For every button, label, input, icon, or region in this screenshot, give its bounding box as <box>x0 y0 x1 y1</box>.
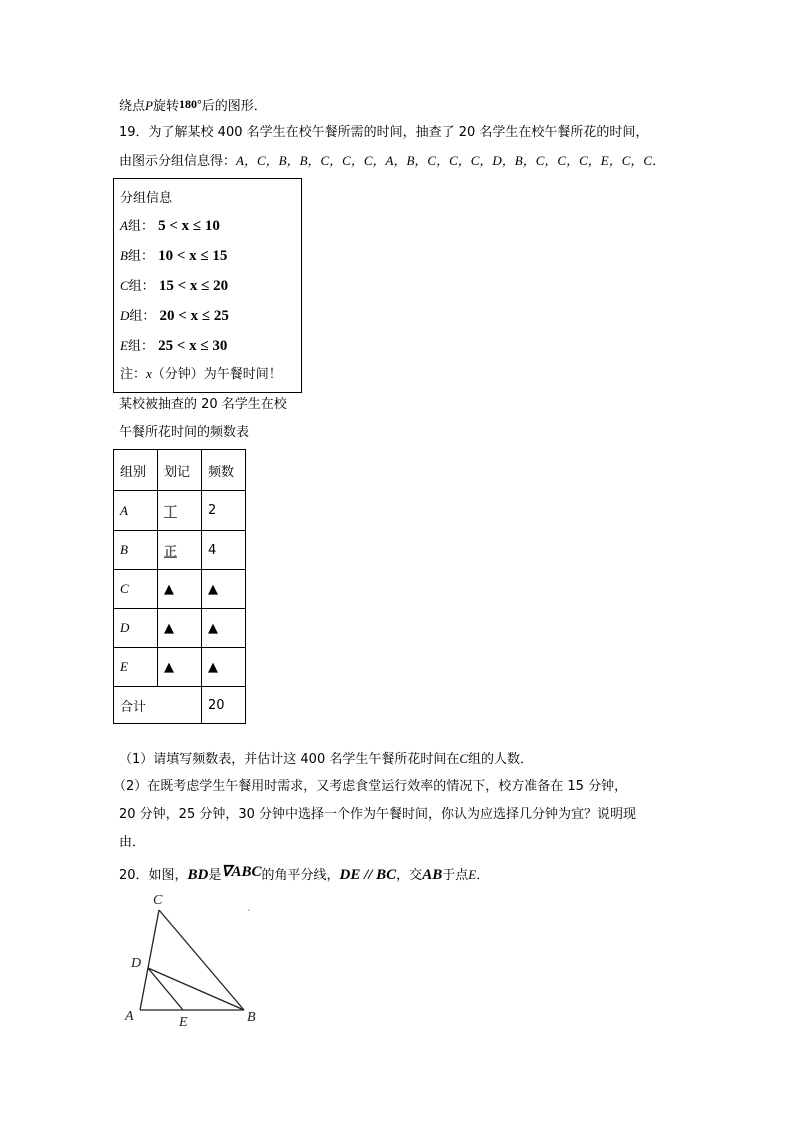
table-caption-1: 某校被抽查的 20 名学生在校 <box>119 397 287 412</box>
data-sequence: A，C，B，B，C，C，C，A，B，C，C，C，D，B，C，C，C，E，C，C． <box>236 153 666 168</box>
group-letter: B <box>120 248 128 263</box>
freq-cell: ▲ <box>202 609 246 648</box>
text: （1）请填写频数表，并估计这 400 名学生午餐所花时间在 <box>119 752 460 767</box>
text: 由图示分组信息得： <box>119 154 237 169</box>
side-ca <box>140 910 159 1010</box>
text: 是 <box>208 868 222 883</box>
freq-cell: 4 <box>202 531 246 570</box>
range: 5 < x ≤ 10 <box>158 218 220 234</box>
part2-line2: 20 分钟，25 分钟，30 分钟中选择一个作为午餐时间，你认为应选择几分钟为宜？说明现 <box>119 807 637 822</box>
group-cell: B <box>114 531 158 570</box>
var: E <box>468 867 477 882</box>
group-letter: E <box>120 338 128 353</box>
label-b: B <box>247 1010 256 1025</box>
group-letter: C <box>120 278 129 293</box>
math: ∇ABC <box>221 864 262 880</box>
text: 旋转 <box>152 99 179 114</box>
header-cell: 划记 <box>158 450 202 491</box>
q19-line1: 19．为了解某校 400 名学生在校午餐所需的时间，抽查了 20 名学生在校午餐所花的时间， <box>119 125 649 140</box>
label-d: D <box>131 956 142 971</box>
stray-dot <box>248 909 250 911</box>
label-a: A <box>125 1009 134 1024</box>
segment-bd <box>148 968 244 1010</box>
part2-line1: （2）在既考虑学生午餐用时需求，又考虑食堂运行效率的情况下，校方准备在 15 分钟， <box>113 779 628 794</box>
part2-line3: 由． <box>119 835 146 850</box>
segment-de <box>148 968 183 1010</box>
tally-cell: 丅 <box>158 491 202 531</box>
group-letter: A <box>120 218 128 233</box>
group-letter: D <box>120 308 130 323</box>
range: 25 < x ≤ 30 <box>158 338 228 354</box>
total-value: 20 <box>202 687 246 724</box>
text: 绕点 <box>119 99 146 114</box>
text: ． <box>476 868 490 883</box>
range: 20 < x ≤ 25 <box>159 308 229 324</box>
tally-cell: ▲ <box>158 609 202 648</box>
group-cell: D <box>114 609 158 648</box>
var: x <box>146 366 152 381</box>
side-cb <box>159 910 244 1010</box>
range: 15 < x ≤ 20 <box>158 278 229 294</box>
text: 20．如图， <box>119 868 188 883</box>
header-cell: 组别 <box>114 450 158 491</box>
total-label: 合计 <box>114 687 202 724</box>
freq-cell: ▲ <box>202 570 246 609</box>
angle: 180° <box>178 97 202 111</box>
label-c: C <box>153 893 163 908</box>
math: BD <box>187 867 209 883</box>
text: 组： <box>127 219 154 234</box>
group-cell: A <box>114 491 158 531</box>
text: 后的图形． <box>201 99 267 114</box>
text: 于点 <box>442 868 469 883</box>
math: AB <box>422 867 443 883</box>
range: 10 < x ≤ 15 <box>158 248 228 264</box>
text: 组： <box>129 309 156 324</box>
box-title: 分组信息 <box>120 191 173 206</box>
var: C <box>459 751 469 766</box>
math: DE // BC <box>339 867 397 883</box>
header-cell: 频数 <box>202 450 246 491</box>
group-cell: E <box>114 648 158 687</box>
text: ，交 <box>396 868 423 883</box>
text: 组： <box>127 339 154 354</box>
text: （分钟）为午餐时间！ <box>151 367 282 382</box>
group-cell: C <box>114 570 158 609</box>
text: 组： <box>127 249 154 264</box>
tally-cell: 正 <box>158 531 202 570</box>
freq-cell: 2 <box>202 491 246 531</box>
freq-cell: ▲ <box>202 648 246 687</box>
label-e: E <box>179 1015 188 1030</box>
text: 的角平分线， <box>261 868 340 883</box>
table-caption-2: 午餐所花时间的频数表 <box>119 425 250 440</box>
point-label: P <box>145 98 153 113</box>
text: 注： <box>120 367 147 382</box>
tally-cell: ▲ <box>158 648 202 687</box>
tally-cell: ▲ <box>158 570 202 609</box>
text: 组： <box>128 279 155 294</box>
text: 组的人数． <box>468 752 534 767</box>
